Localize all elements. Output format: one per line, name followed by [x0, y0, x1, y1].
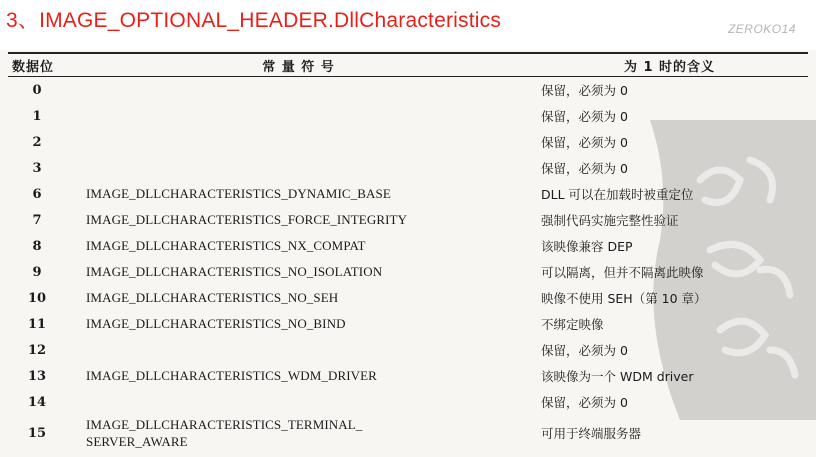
cell-bit: 10: [27, 290, 47, 306]
cell-meaning: 可以隔离，但并不隔离此映像: [541, 265, 704, 280]
watermark-text: ZEROKO14: [727, 22, 796, 36]
cell-bit: 3: [32, 160, 42, 176]
cell-meaning: 保留，必须为 0: [541, 135, 628, 150]
cell-constant: IMAGE_DLLCHARACTERISTICS_NO_BIND: [86, 316, 346, 331]
cell-constant: IMAGE_DLLCHARACTERISTICS_NX_COMPAT: [86, 238, 366, 253]
table-row: [8, 155, 808, 181]
cell-bit: 14: [27, 394, 47, 410]
table-row: [8, 285, 808, 311]
cell-bit: 15: [27, 425, 47, 441]
cell-constant: IMAGE_DLLCHARACTERISTICS_NO_ISOLATION: [86, 264, 383, 279]
table-row: [8, 337, 808, 363]
cell-meaning: 保留，必须为 0: [541, 83, 628, 98]
cell-meaning: 保留，必须为 0: [541, 343, 628, 358]
cell-constant: [66, 155, 531, 181]
page-title: 3、IMAGE_OPTIONAL_HEADER.DllCharacteristics: [6, 9, 502, 32]
cell-constant-line2: SERVER_AWARE: [86, 434, 188, 449]
cell-meaning: 保留，必须为 0: [541, 109, 628, 124]
cell-constant: [66, 77, 531, 104]
cell-bit: 8: [32, 238, 42, 254]
cell-bit: 11: [27, 316, 47, 332]
table-row: [8, 363, 808, 389]
cell-bit: 2: [32, 134, 42, 150]
table-row: [8, 77, 808, 104]
table-row: [8, 311, 808, 337]
cell-constant: IMAGE_DLLCHARACTERISTICS_DYNAMIC_BASE: [86, 186, 391, 201]
header-constant: 常 量 符 号: [66, 53, 531, 77]
cell-meaning: 强制代码实施完整性验证: [541, 213, 679, 228]
cell-meaning: 可用于终端服务器: [541, 426, 642, 441]
table-row: [8, 233, 808, 259]
cell-meaning: 保留，必须为 0: [541, 395, 628, 410]
table-row: [8, 181, 808, 207]
cell-bit: 13: [27, 368, 47, 384]
table-row: [8, 207, 808, 233]
cell-bit: 1: [32, 108, 42, 124]
cell-constant-line1: IMAGE_DLLCHARACTERISTICS_TERMINAL_: [86, 417, 363, 432]
cell-bit: 12: [27, 342, 47, 358]
cell-bit: 6: [32, 186, 42, 202]
cell-meaning: 保留，必须为 0: [541, 161, 628, 176]
cell-constant: IMAGE_DLLCHARACTERISTICS_WDM_DRIVER: [86, 368, 377, 383]
cell-constant: [66, 129, 531, 155]
cell-constant: IMAGE_DLLCHARACTERISTICS_FORCE_INTEGRITY: [86, 212, 408, 227]
cell-constant: [66, 337, 531, 363]
header-meaning: 为 1 时的含义: [531, 53, 808, 77]
cell-bit: 9: [32, 264, 42, 280]
cell-meaning: 不绑定映像: [541, 317, 604, 332]
cell-constant: [66, 389, 531, 415]
table-header-row: [8, 53, 808, 77]
table-row: [8, 103, 808, 129]
cell-meaning: DLL 可以在加载时被重定位: [541, 187, 694, 202]
table-row: [8, 259, 808, 285]
table-row: [8, 389, 808, 415]
cell-meaning: 该映像为一个 WDM driver: [541, 369, 694, 384]
cell-constant: [66, 103, 531, 129]
cell-bit: 7: [32, 212, 42, 228]
cell-constant: IMAGE_DLLCHARACTERISTICS_NO_SEH: [86, 290, 339, 305]
cell-meaning: 该映像兼容 DEP: [541, 239, 633, 254]
dll-characteristics-table: [8, 52, 808, 451]
table-row: [8, 129, 808, 155]
table-row: [8, 415, 808, 451]
header-bit: 数据位: [8, 53, 66, 77]
cell-bit: 0: [32, 82, 42, 98]
cell-meaning: 映像不使用 SEH（第 10 章）: [541, 291, 707, 306]
cell-constant: [66, 415, 531, 451]
